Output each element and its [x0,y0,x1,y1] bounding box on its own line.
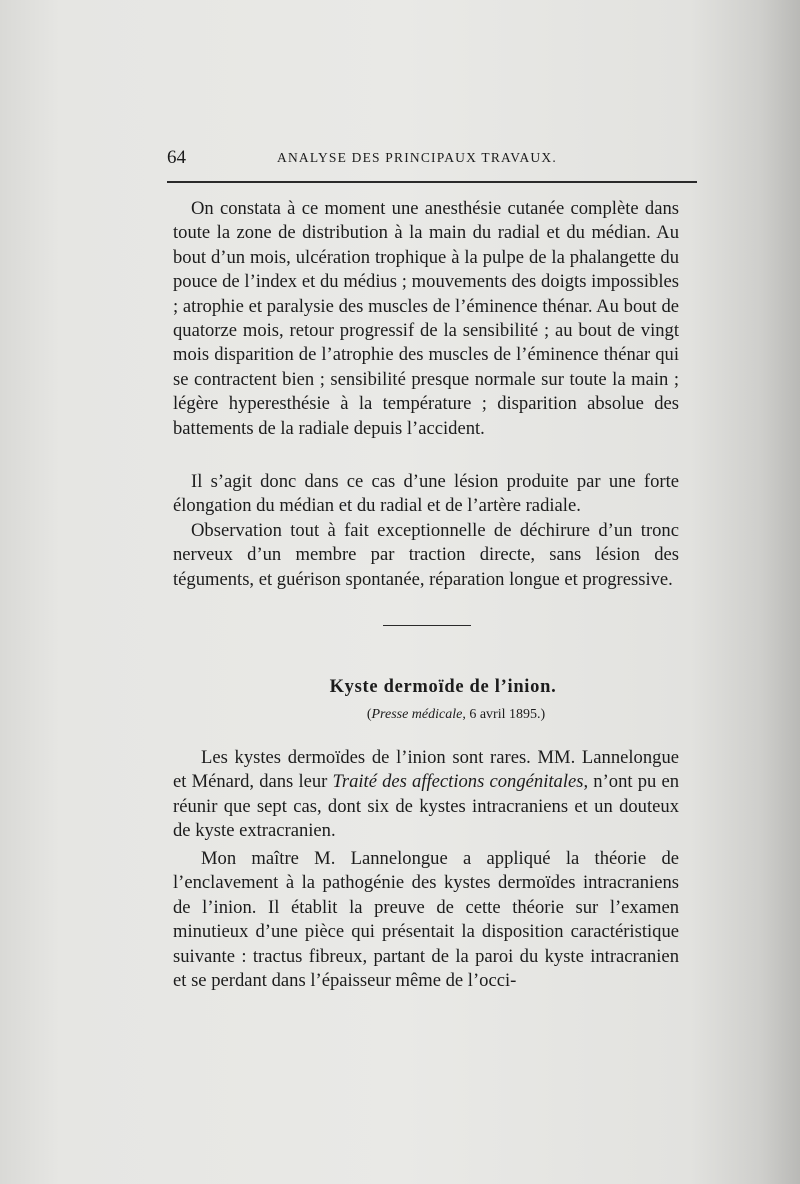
paragraph-kystes-intro [173,746,679,844]
paragraph-observation: On constata à ce moment une anesthésie cutanée complète dans toute la zone de distribution à la main du radial et du médian. Au bout d’un mois, ulcération trophique à la pulpe de la phalangette du pouce de l’index et du médius ; mouvements des doigts impossibles ; atrophie et paralysie des muscles de l’éminence thénar. Au bout de quatorze mois, retour progressif de la sensibilité ; au bout de vingt mois disparition de l’atrophie des muscles de l’éminence thénar qui se contractent bien ; sensibilité presque normale sur toute la main ; légère hyperesthésie à la température ; disparition absolue des battements de la radiale depuis l’accident. [173,198,679,439]
paragraph-remark: Observation tout à fait exceptionnelle de déchirure d’un tronc nerveux d’un membre par traction directe, sans lésion des téguments, et guérison spontanée, réparation longue et progressive. [173,520,679,590]
source-journal: Presse médicale [371,707,463,722]
source-date: , 6 avril 1895. [462,707,541,722]
page-number: 64 [167,147,186,168]
section-source [173,707,679,723]
section-title: Kyste dermoïde de l’inion. [329,677,557,697]
paragraph-conclusion: Il s’agit donc dans ce cas d’une lésion produite par une forte élongation du médian et du radial et de l’artère radiale. [173,471,679,517]
section-divider [383,625,471,626]
source-open-paren: ( [366,707,372,722]
page-header [167,147,691,171]
intro-text-end: , n’ont pu en réunir que sept cas, dont six de kystes intracraniens et un douteux de kyste extracranien. [173,771,679,842]
paragraph-lannelongue: Mon maître M. Lannelongue a appliqué la théorie de l’enclavement à la pathogénie des kystes dermoïdes intracraniens de l’inion. Il établit la preuve de cette théorie sur l’examen minutieux d’une pièce qui présentait la disposition caractéristique suivante : tractus fibreux, partant de la paroi du kyste intracranien et se perdant dans l’épaisseur même de l’occi- [173,848,679,992]
header-rule [167,181,697,183]
running-title: ANALYSE DES PRINCIPAUX TRAVAUX. [277,150,557,165]
source-close-paren: ) [540,707,546,722]
intro-text-start: Les kystes dermoïdes de l’inion sont rares. MM. Lannelongue et Ménard, dans leur [173,747,679,793]
book-title-italic: Traité des affections congénitales [332,771,584,793]
